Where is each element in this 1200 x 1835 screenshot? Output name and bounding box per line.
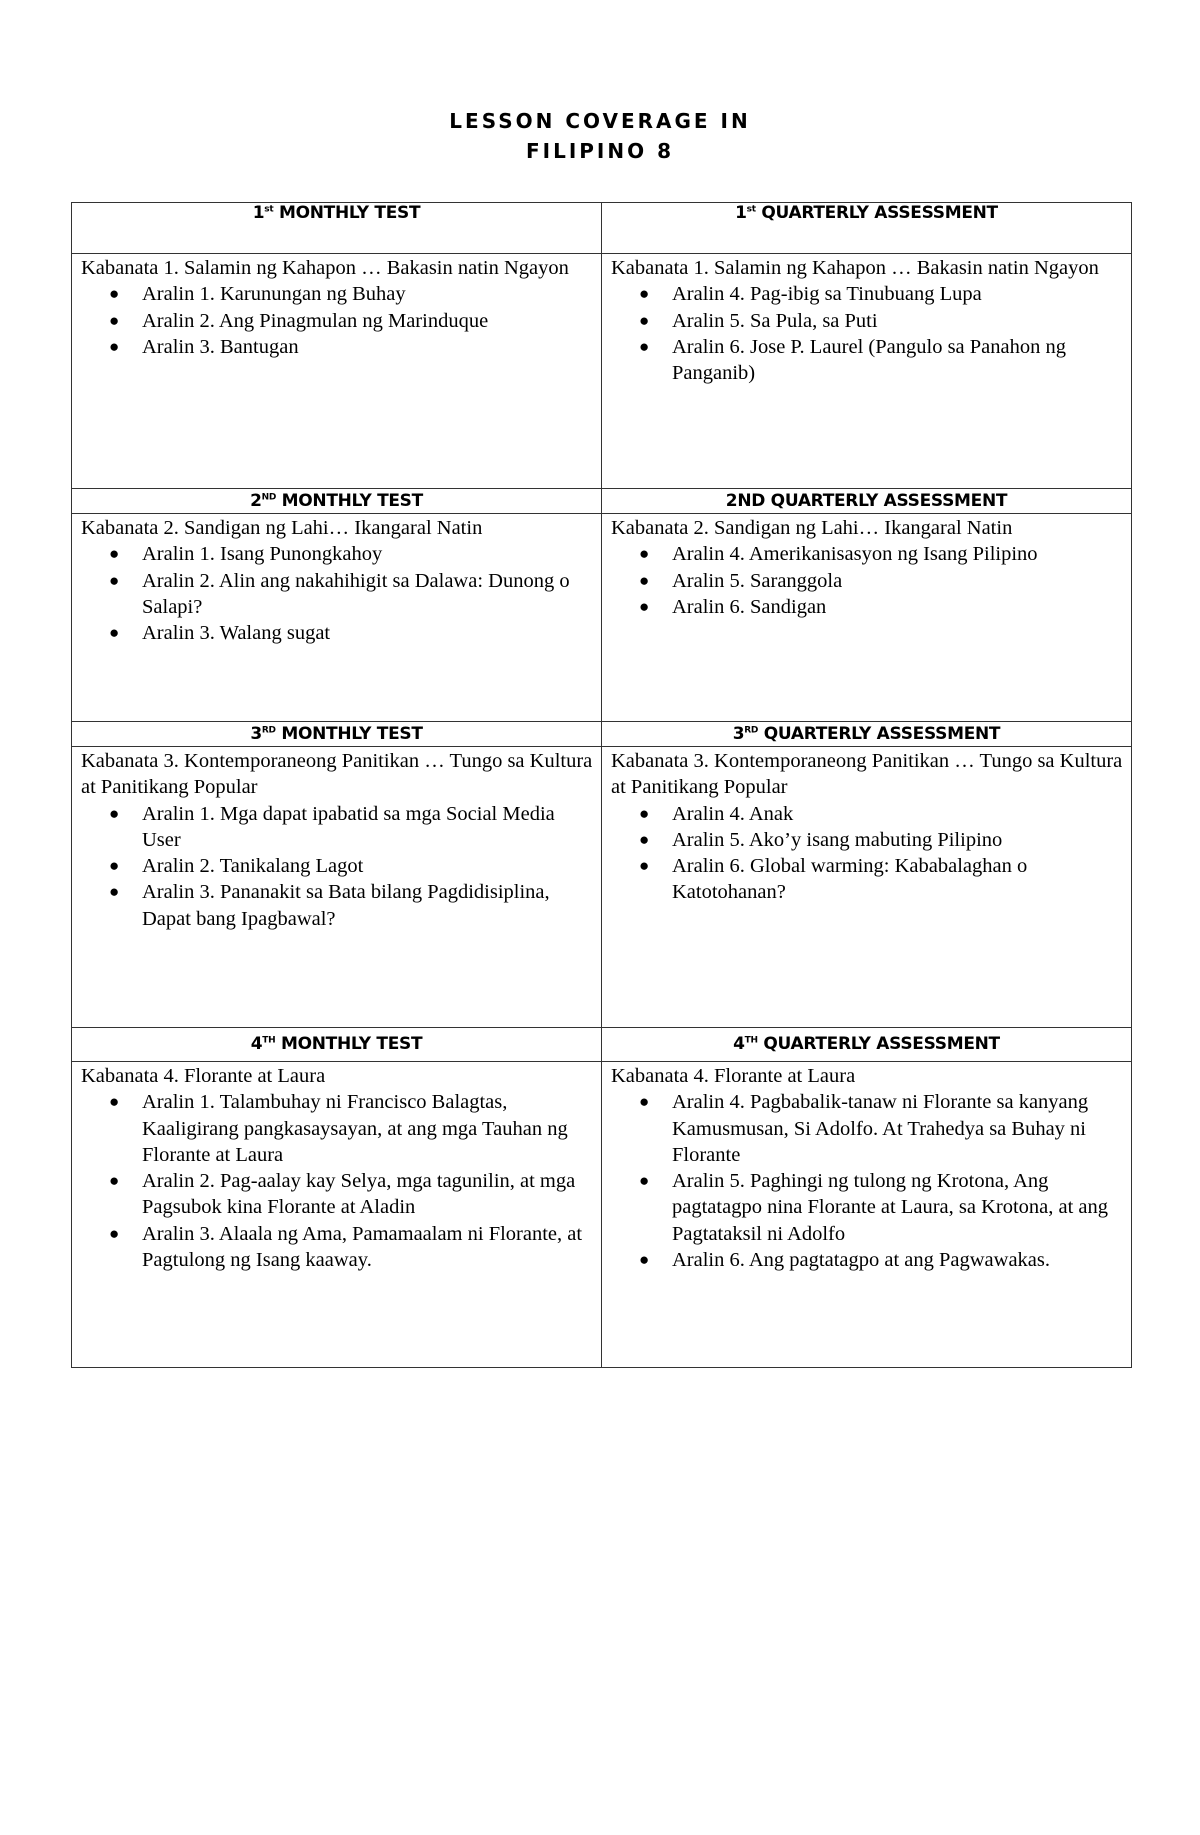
aralin-list <box>611 541 1123 620</box>
list-item: ● Aralin 5. Ako’y isang mabuting Pilipino <box>672 827 1123 853</box>
list-item: ● Aralin 3. Alaala ng Ama, Pamamaalam ni Florante, at Pagtulong ng Isang kaaway. <box>109 1222 583 1272</box>
aralin-list <box>611 281 1123 386</box>
bullet-icon: ● <box>109 570 120 590</box>
monthly-test-3-header: 3RD MONTHLY TEST <box>72 722 602 747</box>
monthly-test-4-header: 4TH MONTHLY TEST <box>72 1028 602 1062</box>
bullet-icon: ● <box>639 284 650 304</box>
quarterly-assessment-2-cell <box>602 514 1132 722</box>
kabanata-heading: Kabanata 3. Kontemporaneong Panitikan … Tungo sa Kultura at Panitikang Popular <box>81 750 593 799</box>
kabanata-heading: Kabanata 1. Salamin ng Kahapon … Bakasin natin Ngayon <box>81 257 569 279</box>
monthly-test-1-header: 1st MONTHLY TEST <box>72 203 602 254</box>
aralin-list <box>81 801 593 932</box>
quarterly-assessment-3-cell <box>602 747 1132 1028</box>
monthly-test-3-cell <box>72 747 602 1028</box>
bullet-icon: ● <box>639 1250 650 1270</box>
list-item: ● Aralin 1. Talambuhay ni Francisco Balagtas, Kaaligirang pangkasaysayan, at ang mga Tauhan ng Florante at Laura <box>109 1091 568 1166</box>
list-item: ● Aralin 5. Paghingi ng tulong ng Krotona, Ang pagtatagpo nina Florante at Laura, sa Krotona, at ang Pagtataksil ni Adolfo <box>639 1170 1109 1245</box>
list-item: ● Aralin 4. Pag-ibig sa Tinubuang Lupa <box>672 281 1123 307</box>
list-item: ● Aralin 5. Sa Pula, sa Puti <box>672 308 1123 334</box>
bullet-icon: ● <box>639 570 650 590</box>
kabanata-heading: Kabanata 4. Florante at Laura <box>611 1065 856 1087</box>
bullet-icon: ● <box>639 544 650 564</box>
list-item: ● Aralin 3. Pananakit sa Bata bilang Pagdidisiplina, Dapat bang Ipagbawal? <box>109 881 550 930</box>
quarter-2-body-row <box>72 514 1132 722</box>
monthly-test-1-cell <box>72 254 602 489</box>
list-item: ● Aralin 1. Isang Punongkahoy <box>142 541 593 567</box>
bullet-icon: ● <box>639 336 650 356</box>
list-item: ● Aralin 4. Pagbabalik-tanaw ni Florante sa kanyang Kamusmusan, Si Adolfo. At Trahedya sa Buhay ni Florante <box>639 1091 1089 1166</box>
list-item: ● Aralin 6. Sandigan <box>672 594 1123 620</box>
kabanata-heading: Kabanata 2. Sandigan ng Lahi… Ikangaral Natin <box>611 517 1013 539</box>
kabanata-heading: Kabanata 3. Kontemporaneong Panitikan … Tungo sa Kultura at Panitikang Popular <box>611 750 1123 799</box>
kabanata-heading: Kabanata 2. Sandigan ng Lahi… Ikangaral Natin <box>81 517 483 539</box>
bullet-icon: ● <box>109 1092 120 1112</box>
quarterly-assessment-1-header: 1st QUARTERLY ASSESSMENT <box>602 203 1132 254</box>
quarterly-assessment-1-cell <box>602 254 1132 489</box>
quarter-4-header-row <box>72 1028 1132 1062</box>
quarterly-assessment-4-cell <box>602 1062 1132 1368</box>
lesson-coverage-table <box>71 202 1132 1368</box>
quarter-4-body-row <box>72 1062 1132 1368</box>
list-item: ● Aralin 6. Jose P. Laurel (Pangulo sa Panahon ng Panganib) <box>639 335 1066 385</box>
quarter-1-header-row <box>72 203 1132 254</box>
bullet-icon: ● <box>639 829 650 849</box>
bullet-icon: ● <box>639 310 650 330</box>
bullet-icon: ● <box>639 1171 650 1191</box>
monthly-test-2-cell <box>72 514 602 722</box>
title-line-1: LESSON COVERAGE IN <box>449 109 751 133</box>
document-title <box>0 106 1200 166</box>
list-item: ● Aralin 5. Saranggola <box>672 568 1123 594</box>
list-item: ● Aralin 3. Bantugan <box>142 334 593 360</box>
list-item: ● Aralin 6. Global warming: Kababalaghan o Katotohanan? <box>639 855 1028 904</box>
quarter-3-header-row <box>72 722 1132 747</box>
bullet-icon: ● <box>109 623 120 643</box>
aralin-list <box>81 1089 593 1273</box>
list-item: ● Aralin 2. Alin ang nakahihigit sa Dalawa: Dunong o Salapi? <box>109 569 570 618</box>
bullet-icon: ● <box>109 856 120 876</box>
list-item: ● Aralin 6. Ang pagtatagpo at ang Pagwawakas. <box>672 1247 1123 1273</box>
kabanata-heading: Kabanata 4. Florante at Laura <box>81 1065 326 1087</box>
bullet-icon: ● <box>109 1223 120 1243</box>
quarterly-assessment-4-header: 4TH QUARTERLY ASSESSMENT <box>602 1028 1132 1062</box>
bullet-icon: ● <box>639 803 650 823</box>
aralin-list <box>611 1089 1123 1273</box>
bullet-icon: ● <box>109 284 120 304</box>
quarter-2-header-row <box>72 489 1132 514</box>
aralin-list <box>81 541 593 646</box>
aralin-list <box>81 281 593 360</box>
aralin-list <box>611 801 1123 906</box>
list-item: ● Aralin 1. Mga dapat ipabatid sa mga Social Media User <box>109 802 555 851</box>
quarterly-assessment-3-header: 3RD QUARTERLY ASSESSMENT <box>602 722 1132 747</box>
title-line-2: FILIPINO 8 <box>525 139 674 163</box>
list-item: ● Aralin 2. Pag-aalay kay Selya, mga tagunilin, at mga Pagsubok kina Florante at Aladin <box>109 1170 576 1219</box>
bullet-icon: ● <box>109 336 120 356</box>
bullet-icon: ● <box>639 856 650 876</box>
bullet-icon: ● <box>109 882 120 902</box>
quarter-1-body-row <box>72 254 1132 489</box>
list-item: ● Aralin 2. Tanikalang Lagot <box>142 853 593 879</box>
bullet-icon: ● <box>109 544 120 564</box>
bullet-icon: ● <box>109 310 120 330</box>
list-item: ● Aralin 2. Ang Pinagmulan ng Marinduque <box>142 308 593 334</box>
bullet-icon: ● <box>109 803 120 823</box>
quarter-3-body-row <box>72 747 1132 1028</box>
bullet-icon: ● <box>109 1171 120 1191</box>
bullet-icon: ● <box>639 596 650 616</box>
bullet-icon: ● <box>639 1092 650 1112</box>
list-item: ● Aralin 4. Amerikanisasyon ng Isang Pilipino <box>672 541 1123 567</box>
list-item: ● Aralin 3. Walang sugat <box>142 620 593 646</box>
monthly-test-4-cell <box>72 1062 602 1368</box>
list-item: ● Aralin 4. Anak <box>672 801 1123 827</box>
monthly-test-2-header: 2ND MONTHLY TEST <box>72 489 602 514</box>
quarterly-assessment-2-header: 2ND QUARTERLY ASSESSMENT <box>602 489 1132 514</box>
kabanata-heading: Kabanata 1. Salamin ng Kahapon … Bakasin natin Ngayon <box>611 257 1099 279</box>
list-item: ● Aralin 1. Karunungan ng Buhay <box>142 281 593 307</box>
